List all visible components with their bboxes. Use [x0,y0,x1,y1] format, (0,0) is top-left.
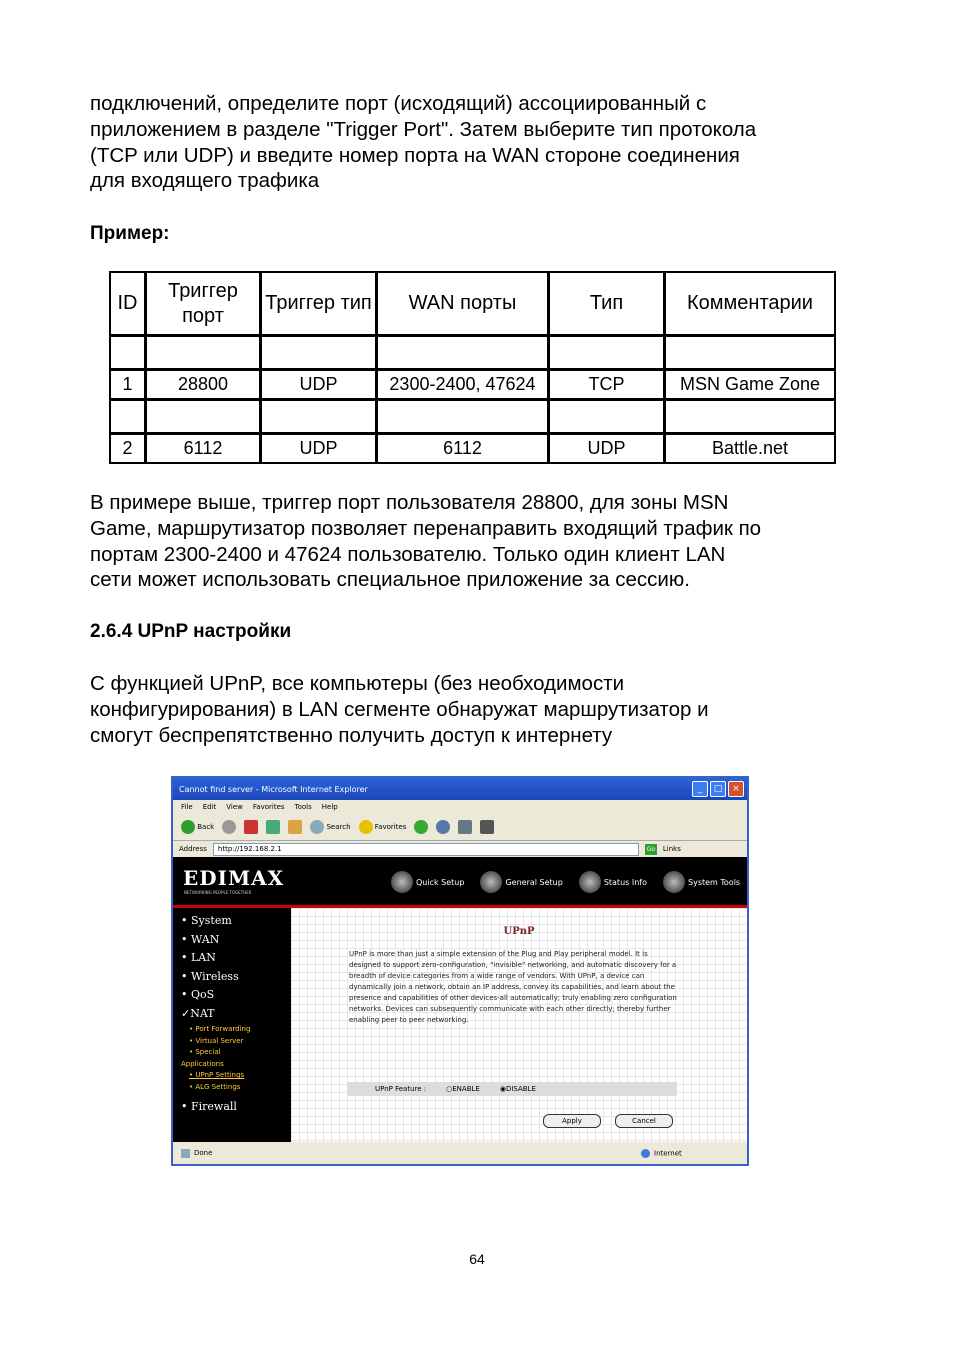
internet-zone: Internet [641,1149,682,1158]
left-nav-system[interactable]: • System [181,914,232,927]
menu-edit[interactable]: Edit [202,803,217,811]
table-cell: 6112 [378,435,550,462]
go-button[interactable]: Go [646,845,656,853]
table-spacer-row [111,337,834,371]
header-cell-trigger-port: Триггер порт [147,273,262,337]
menu-tools[interactable]: Tools [294,803,312,811]
table-header-row [111,273,834,337]
left-nav-wan[interactable]: • WAN [181,932,220,946]
table-row [111,371,834,401]
text-line: Game, маршрутизатор позволяет перенаправить входящий трафик по [90,516,762,540]
search-icon [310,820,324,834]
upnp-feature-label: UPnP Feature : [375,1085,427,1093]
left-nav [173,908,291,1142]
menu-view[interactable]: View [226,803,243,811]
stop-icon[interactable] [244,820,258,834]
left-nav-alg-settings[interactable]: • ALG Settings [189,1082,241,1091]
left-nav-qos[interactable]: • QoS [181,988,215,1001]
enable-radio[interactable]: ○ENABLE [446,1085,480,1093]
back-label: Back [197,823,215,831]
close-icon[interactable]: × [728,781,744,797]
table-cell: TCP [550,371,666,401]
left-nav-special[interactable]: • Special [189,1048,221,1056]
trigger-port-table [109,271,836,464]
status-bar [173,1142,747,1164]
favorites-label: Favorites [374,823,407,831]
left-nav-firewall[interactable]: • Firewall [181,1100,237,1113]
status-text: Done [194,1149,213,1157]
text-line: смогут беспрепятственно получить доступ к интернету [90,723,613,747]
text-line: для входящего трафика [90,169,320,193]
top-nav [391,871,740,893]
section-heading: 2.6.4 UPnP настройки [90,621,292,642]
nav-general-setup[interactable]: General Setup [480,871,562,893]
table-row [111,435,834,462]
text-line: В примере выше, триггер порт пользователя 28800, для зоны MSN [90,491,729,514]
logo-tagline: NETWORKING PEOPLE TOGETHER [184,890,252,895]
router-page [173,857,747,1142]
left-nav-lan[interactable]: • LAN [181,951,216,964]
text-line: конфигурирования) в LAN сегменте обнаружат маршрутизатор и [90,697,709,721]
search-label: Search [326,823,351,831]
table-cell: 6112 [147,435,262,462]
favorites-button[interactable] [359,820,407,834]
upnp-feature-row [347,1082,677,1096]
table-cell: UDP [262,371,378,401]
apply-button[interactable]: Apply [543,1114,601,1128]
router-header [173,857,747,905]
search-button[interactable] [310,820,350,834]
text-line: подключений, определите порт (исходящий) ассоциированный с [90,92,707,115]
table-cell: 1 [111,371,147,401]
text-line: (TCP или UDP) и введите номер порта на WAN стороне соединения [90,143,740,167]
nav-status-info[interactable]: Status Info [579,871,647,893]
left-nav-port-forwarding[interactable]: • Port Forwarding [189,1025,251,1033]
nav-quick-setup[interactable]: Quick Setup [391,871,464,893]
left-nav-nat[interactable]: ✓NAT [181,1006,215,1020]
menu-bar [173,800,747,814]
cancel-button[interactable]: Cancel [615,1114,673,1128]
page-icon [181,1149,190,1158]
explanation-paragraph [90,490,850,593]
back-arrow-icon [181,820,195,834]
window-titlebar [173,778,747,800]
minimize-icon[interactable]: _ [692,781,708,797]
globe-icon [663,871,685,893]
left-nav-virtual-server[interactable]: • Virtual Server [189,1036,244,1045]
address-bar [173,841,747,857]
table-spacer-row [111,401,834,435]
home-icon[interactable] [288,820,302,834]
table-cell: 2 [111,435,147,462]
left-nav-applications[interactable]: Applications [181,1059,224,1068]
globe-icon [391,871,413,893]
browser-toolbar [173,814,747,841]
star-icon [359,820,373,834]
header-cell-wan-ports: WAN порты [378,273,550,337]
table-cell: UDP [262,435,378,462]
page-number: 64 [469,1251,485,1267]
back-button[interactable] [181,820,214,834]
nav-system-tools[interactable]: System Tools [663,871,740,893]
menu-favorites[interactable]: Favorites [252,803,285,811]
edimax-logo: EDIMAX [183,866,285,890]
window-title: Cannot find server - Microsoft Internet Explorer [179,784,368,794]
media-icon[interactable] [414,820,428,834]
upnp-description: UPnP is more than just a simple extension of the Plug and Play peripheral model. It is designed to support zero-configuration, "invisible" networking, and automatic discovery for a breadth of device categories from a wide range of vendors. With UPnP, a device can dynamically join a network, obtain an IP address, convey its capabilities, and learn about the presence and capabilities of other devices-all automatically; truly enabling zero configuration networks. Devices can subsequently communicate with each other directly; thereby further enabling peer to peer networking. [349,950,677,1024]
browser-screenshot [171,776,749,1166]
print-icon[interactable] [480,820,494,834]
text-line: сети может использовать специальное приложение за сессию. [90,568,690,592]
left-nav-upnp-settings[interactable]: • UPnP Settings [189,1071,245,1079]
table-cell: UDP [550,435,666,462]
refresh-icon[interactable] [266,820,280,834]
globe-icon [480,871,502,893]
menu-file[interactable]: File [181,803,193,811]
table-cell: 28800 [147,371,262,401]
menu-help[interactable]: Help [321,803,338,811]
address-label: Address [179,845,207,853]
upnp-paragraph [90,671,850,748]
header-cell-type: Тип [550,273,666,337]
text-line: портам 2300-2400 и 47624 пользователю. Только один клиент LAN [90,542,726,566]
history-icon[interactable] [436,820,450,834]
mail-icon[interactable] [458,820,472,834]
header-cell-comments: Комментарии [666,273,834,337]
text-line: С функцией UPnP, все компьютеры (без необходимости [90,672,625,695]
header-cell-id: ID [111,273,147,337]
table-cell: MSN Game Zone [666,371,834,401]
form-buttons [543,1114,673,1128]
maximize-icon[interactable]: □ [710,781,726,797]
example-heading: Пример: [90,223,170,244]
intro-paragraph [90,91,850,194]
forward-arrow-icon[interactable] [222,820,236,834]
globe-icon [641,1149,650,1158]
text-line: приложением в разделе "Trigger Port". Затем выберите тип протокола [90,117,757,141]
header-cell-trigger-type: Триггер тип [262,273,378,337]
upnp-title: UPnP [503,926,535,937]
address-input[interactable]: http://192.168.2.1 [213,843,639,856]
upnp-panel [291,908,747,1142]
table-cell: Battle.net [711,437,789,458]
table-cell: 2300-2400, 47624 [378,371,550,401]
disable-radio[interactable]: ◉DISABLE [499,1085,536,1093]
left-nav-wireless[interactable]: • Wireless [181,969,239,983]
links-label[interactable]: Links [662,845,681,853]
globe-icon [579,871,601,893]
